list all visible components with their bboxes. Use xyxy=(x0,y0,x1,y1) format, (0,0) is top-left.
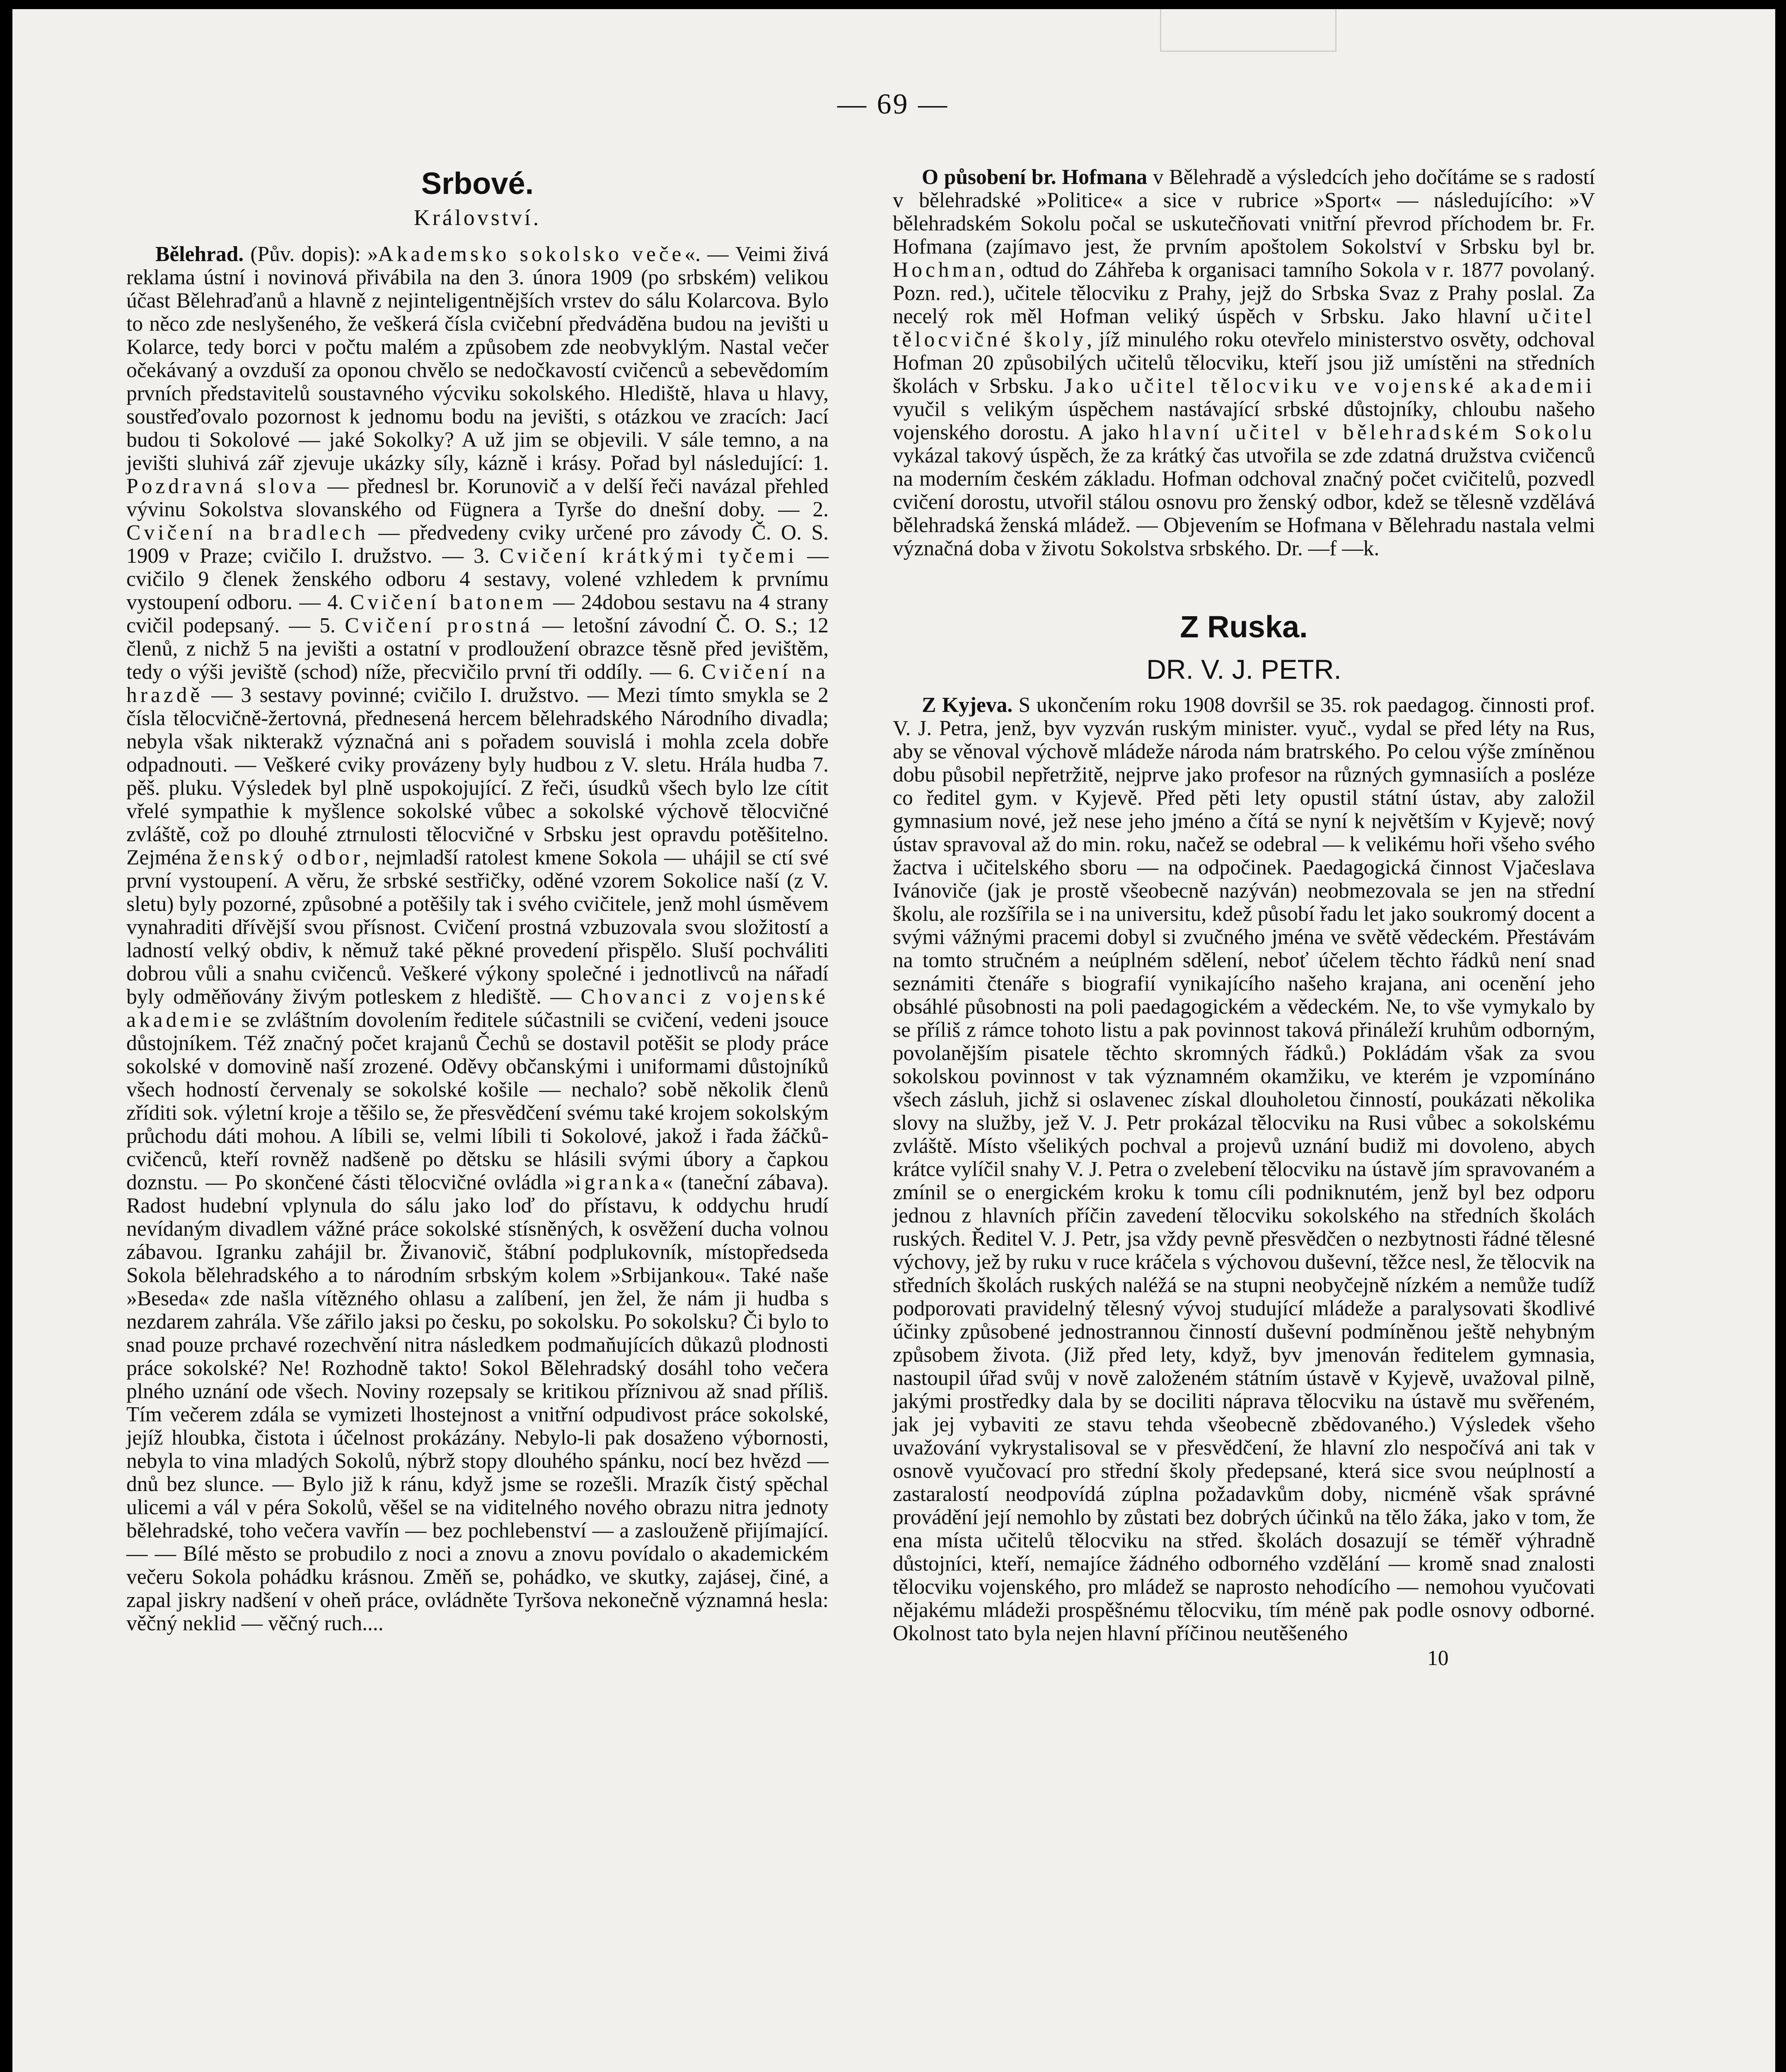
article-lead: O působení br. Hofmana xyxy=(922,165,1148,189)
page-number: — 69 — xyxy=(837,88,949,120)
text-run: — předvedeny cviky určené pro závody Č. O. S. 1909 v Praze; cvičilo I. družstvo. — 3. xyxy=(126,521,829,568)
text-run: se zvláštním dovolením ředitele súčastnili se cvičení, vedeni jsouce důstojníkem. Též značný počet krajanů Čechů se dostavil potěšit se plody práce sokolské v domovině naší zrozené. Oděvy občanskými i uniformami důstojníků všech hodností červenaly se sokolské košile — nechalo? sobě několik členů zříditi sok. výletní kroje a těšilo se, že přesvědčení svému také krojem sokolským průchodu dáti mohou. A líbili se, velmi líbili ti Sokolové, jakož i řada žáčků-cvičenců, kteří rovněž nadšeně po dětsku se hlásili svými úbory a čapkou doznstu. — Po skončené části tělocvičné ovládla » xyxy=(126,1008,829,1194)
text-run: , odtud do Záhřeba k organisaci tamního Sokola v r. 1877 povolaný. Pozn. red.), učitele tělocviku z Prahy, jejž do Srbska Svaz z Prahy poslal. Za necelý rok měl Hofman veliký úspěch v Srbsku. Jako hlavní xyxy=(893,258,1595,328)
left-column xyxy=(126,166,829,1635)
text-run: — 24dobou sestavu na 4 strany cvičil podepsaný. — 5. xyxy=(126,591,829,637)
scan-border-top xyxy=(0,0,1786,9)
program-item: Cvičení prostná xyxy=(345,614,533,637)
text-run: vykázal takový úspěch, že za krátký čas utvořila se zde zdatná družstva cvičenců na moderním českém základu. Hofman odchoval značný počet cvičitelů, pozvedl cvičení dorostu, utvořil stálou osnovu pro ženský odbor, kdež se tělesně vzdělává bělehradská ženská mládež. — Objevením se Hofmana v Bělehradu nastala velmi význačná doba v životu Sokolstva srbského. Dr. —f —k. xyxy=(893,444,1595,560)
article-belehrad xyxy=(126,243,829,1635)
program-item: Cvičení na hrazdě xyxy=(126,660,829,707)
text-run: — cvičilo 9 členek ženského odboru 4 sestavy, volené vzhledem k prvnímu vystoupení odboru. — 4. xyxy=(126,544,829,614)
article-hofman xyxy=(893,166,1595,560)
text-run: — 3 sestavy povinné; cvičilo I. družstvo. — Mezi tímto smykla se 2 čísla tělocvičně-žertovná, přednesená hercem bělehradského Národního divadla; nebyla však nikterakž význačná ani s pořadem souvislá i mohla zcela dobře odpadnouti. — Veškeré cviky provázeny byly hudbou z V. sletu. Hrála hudba 7. pěš. pluku. Výsledek byl plně uspokojující. Z řeči, úsudků všech bylo lze cítit vřelé sympathie k myšlence sokolské vůbec a sokolské výchově tělocvičné zvláště, což po dlouhé ztrnulosti tělocvičné v Srbsku jest opravdu potěšitelno. Zejména xyxy=(126,683,829,869)
program-item: Pozdravná slova xyxy=(126,474,319,498)
text-run: «. — Veimi živá reklama ústní i novinová přivábila na den 3. února 1909 (po srbském) velikou účast Bělehraďanů a hlavně z nejinteligentnějších vrstev do sálu Kolarcova. Bylo to něco zde neslyšeného, že veškerá čísla cvičební předváděna budou na jevišti u Kolarce, tedy borci v počtu malém a způsobem zde neobvyklým. Nastal večer očekávaný a ovzduší za oponou chvělo se nedočkavostí cvičenců a sebevědomím prvních představitelů soustavného výcviku sokolského. Hlediště, hlava u hlavy, soustřeďovalo pozornost k jednomu bodu na jevišti, s otázkou ve zracích: Jací budou ti Sokolové — jaké Sokolky? A už jim se objevili. V sále temno, a na jevišti sluhivá zář zjevuje ukázky síly, kázně i krásy. Pořad byl následující: 1. xyxy=(126,242,829,475)
dateline: Z Kyjeva. xyxy=(922,693,1013,717)
dateline: Bělehrad. xyxy=(155,242,244,266)
library-stamp xyxy=(1160,9,1336,52)
signature-mark: 10 xyxy=(1427,1646,1449,1670)
text-run: — letošní závodní Č. O. S.; 12 členů, z nichž 5 na jevišti a ostatní v prodloužení obrazce těsně před jevištěm, tedy o výši jeviště (schod) níže, přecvičilo první tři oddíly. — 6. xyxy=(126,614,829,684)
scan-border-right xyxy=(1775,0,1786,2072)
section-subtitle-kralovstvi: Království. xyxy=(413,205,541,230)
article-author: DR. V. J. PETR. xyxy=(1146,654,1341,685)
text-run: , nejmladší ratolest kmene Sokola — uhájil se ctí své první vystoupení. A věru, že srbské sestřičky, oděné vzorem Sokolice naší (z V. sletu) byly pozorné, způsobné a potěšily tak i svého cvičitele, jenž mohl úsměvem vynahraditi dřívější svou přísnost. Cvičení prostná vzbuzovala svou složitostí a ladností velký obdiv, k němuž také pěkné provedení přispělo. Sluší pochváliti dobrou vůli a snahu cvičenců. Veškeré výkony společné i jednotlivců na nářadí byly odměňovány živým potleskem z hlediště. — xyxy=(126,846,829,1009)
text-run: « (taneční zábava). Radost hudební vplynula do sálu jako loď do přístavu, k oddychu hrudí nevídaným divadlem vážné práce sokolské stísněných, k osvěžení ducha volnou zábavou. Igranku zahájil br. Živanovič, štábní podplukovník, místopředseda Sokola bělehradského a to národním srbským kolem »Srbijankou«. Také naše »Beseda« zde našla vítězného ohlasu a zalíbení, jen žel, že nám ji hudba s nezdarem zahrála. Vše zářilo jaksi po česku, po sokolsku. Po sokolsku? Či bylo to snad pouze prchavé rozechvění nitra následkem podmaňujících důkazů plodnosti práce sokolské? Ne! Rozhodně takto! Sokol Bělehradský dosáhl toho večera plného uznání ode všech. Noviny rozepsaly se kritikou příznivou až snad příliš. Tím večerem zdála se vymizeti lhostejnost a vnitřní odpudivost práce sokolské, jejíž hloubka, čistota i účelnost prokázány. Nebylo-li pak dosaženo výbornosti, nebyla to vina mladých Sokolů, nýbrž stopy dlouhého spánku, nocí bez hvězd — dnů bez slunce. — Bylo již k ránu, když jsme se rozešli. Mrazík čistý spěchal ulicemi a vál v péra Sokolů, věšel se na viditelného nového obrazu nitra jednoty bělehradské, toho večera vavřín — bez pochlebenství — a zaslouženě přijímající. — — Bílé město se probudilo z noci a znovu a znovu povídalo o akademickém večeru Sokola pohádku krásnou. Změň se, pohádko, ve skutky, zajásej, činé, a zapal jiskry nadšení v oheň práce, ovládněte Tyršova nekonečně významná hesla: věčný neklid — věčný ruch.... xyxy=(126,1171,829,1635)
program-item: Cvičení batonem xyxy=(350,591,546,614)
section-title-srbove: Srbové. xyxy=(421,166,534,201)
emphasis: hlavní učitel v bělehradském Sokolu xyxy=(1149,421,1595,444)
emphasis: Jako učitel tělocviku ve vojenské akademii xyxy=(1064,374,1595,398)
emphasis: Hochman xyxy=(893,258,999,282)
program-item: Cvičení na bradlech xyxy=(126,521,369,545)
emphasis: igranka xyxy=(575,1171,662,1194)
emphasis: učitel tělocvičné školy xyxy=(893,305,1595,351)
right-column xyxy=(893,166,1595,1670)
text-run: — přednesl br. Korunovič a v delší řeči navázal přehled vývinu Sokolstva slovanského od Fügnera a Tyrše do dnešní doby. — 2. xyxy=(126,474,829,521)
section-title-z-ruska: Z Ruska. xyxy=(1180,610,1308,644)
text-run: S ukončením roku 1908 dovršil se 35. rok paedagog. činnosti prof. V. J. Petra, jenž, byv vyzván ruským minister. vyuč., vydal se před léty na Rus, aby se věnoval výchově mládeže národa nám bratrského. Po celou výše zmíněnou dobu působil nepřetržitě, nejprve jako profesor na různých gymnasiích a posléze co ředitel gym. v Kyjevě. Před pěti lety opustil státní ústav, aby založil gymnasium nové, jež nese jeho jméno a čítá se nyní k největším v Kyjevě; nový ústav spravoval až do min. roku, načež se odebral — k velikému hoři všeho svého žactva i učitelského sboru — na odpočinek. Paedagogická činnost Vjačeslava Ivánoviče (jak je prostě všeobecně nazýván) neobmezovala se jen na střední školu, ale rozšířila se i na universitu, kdež působí řadu let jako soukromý docent a svými vážnými pracemi dobyl si zvučného jména ve světě vědeckém. Přestávám na tomto stručném a neúplném sdělení, neboť účelem těchto řádků není snad seznámiti čtenáře s biografií vynikajícího našeho krajana, ani ocenění jeho obsáhlé působnosti na poli paedagogickém a vědeckém. Ne, to vše vymykalo by se příliš z rámce tohoto listu a pak povinnost taková přináleží kruhům odborným, povolanějším pisatele těchto skromných řádků.) Pokládám však za svou sokolskou povinnost v tak významném okamžiku, ve kterém je vzpomínáno všech zásluh, jichž si oslavenec získal dlouholetou činností, poukázati několika slovy na služby, jež V. J. Petr prokázal tělocviku na Rusi vůbec a sokolskému zvláště. Místo všelikých pochval a projevů uznání budiž mi dovoleno, abych krátce vylíčil snahy V. J. Petra o zvelebení tělocviku na ústavě jím spravovaném a zmínil se o energickém kroku k tomu cíli podniknutém, jenž byl bez odporu jednou z hlavních příčin zavedení tělocviku sokolského na středních školách ruských. Ředitel V. J. Petr, jsa vždy pevně přesvědčen o nezbytnosti řádné tělesné výchovy, jež by ruku v ruce kráčela s výchovou duševní, těžce nesl, že tělocvik na středních školách ruských naléžá se na stupni neobyčejně nízkém a nemůže tudíž podporovati pravidelný tělesný vývoj studující mládeže a paralysovati škodlivé účinky způsobené jednostrannou činností duševní podmíněnou ještě nehybným způsobem života. (Již před lety, když, byv jmenován ředitelem gymnasia, nastoupil úřad svůj v nově založeném státním ústavě v Kyjevě, uvažoval pilně, jakými prostředky dala by se dociliti náprava tělocviku na ústavě mu svěřeném, jak jej vybaviti ze stavu tehda všeobecně zbědovaného.) Výsledek všeho uvažování vykrystalisoval se v přesvědčení, že hlavní zlo nespočívá ani tak v osnově vyučovací pro střední školy předepsané, která sice svou neúplností a zastaralostí neodpovídá zúplna požadavkům doby, nicméně však správné provádění její nemohlo by zůstati bez dobrých účinků na tělo žáka, jako v tom, že ena místa učitelů tělocviku na střed. školách dosazují se téměř výhradně důstojníci, kteří, nemajíce žádného odborného vzdělání — kromě snad znalosti tělocviku vojenského, pro mládež se naprosto nehodícího — nemohou vyučovati nějakému mládeži prospěšnému tělocviku, tím méně pak podle osnovy odborné. Okolnost tato byla nejen hlavní příčinou neutěšeného xyxy=(893,693,1595,1645)
emphasis: ženský odbor xyxy=(208,846,363,869)
event-name: Akademsko sokolsko večе xyxy=(378,242,685,266)
text-run: , jíž minulého roku otevřelo ministerstvo osvěty, odchoval Hofman 20 způsobilých učitelů tělocviku, kteří jsou již umístěni na středních školách v Srbsku. xyxy=(893,328,1595,398)
scan-border-left xyxy=(0,0,12,2072)
emphasis: Chovanci z vojenské akademie xyxy=(126,985,829,1032)
text-run: vyučil s velikým úspěchem nastávající srbské důstojníky, chloubu našeho vojenského dorostu. A jako xyxy=(893,397,1595,444)
program-item: Cvičení krátkými tyčemi xyxy=(499,544,798,568)
text-run: v Bělehradě a výsledcích jeho dočítáme se s radostí v bělehradské »Politice« a sice v rubrice »Sport« — následujícího: »V bělehradském Sokolu počal se uskutečňovati vnitřní převrod příchodem br. Fr. Hofmana (zajímavo jest, že prvním apoštolem Sokolství v Srbsku byl br. xyxy=(893,165,1595,259)
dateline-origin: (Pův. dopis): » xyxy=(250,242,378,266)
article-kyjev xyxy=(893,694,1595,1645)
